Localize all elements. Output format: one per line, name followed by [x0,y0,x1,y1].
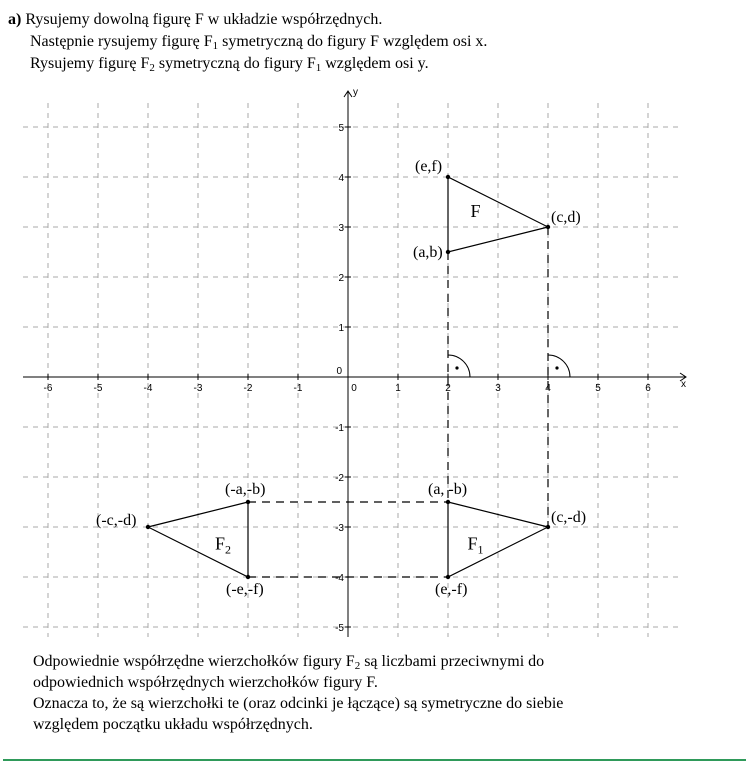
y-tick-label: -4 [335,573,344,584]
tick-labels [44,87,686,634]
origin-label: 0 [336,366,342,377]
right-angle-dot [455,366,458,369]
y-tick-label: -1 [335,423,344,434]
vertex-label: (c,-d) [551,509,587,526]
guide-lines [248,227,570,577]
footer-divider [3,759,746,761]
x-tick-label: 4 [545,383,551,394]
vertex-label: (-e,-f) [226,581,264,598]
intro-text-2a: Następnie rysujemy figurę F [30,33,213,50]
vertex-label: (a, -b) [428,481,468,498]
right-angle-dot [555,366,558,369]
y-tick-label: 2 [338,273,344,284]
vertex-label: (a,b) [413,244,443,261]
intro-text-3b: symetryczną do figury F [154,55,316,72]
conclusion-line-4: względem początku układu współrzędnych. [33,716,313,733]
right-angle-mark [548,355,570,377]
x-tick-label: 1 [395,383,401,394]
figure-label-sub: 2 [225,542,232,557]
figure-label-F: F [470,201,481,221]
conclusion-line-1 [33,651,563,672]
x-tick-label: -5 [93,383,103,394]
vertex-label: (e,f) [415,158,443,175]
axes [23,91,686,637]
conclusion-text [33,651,563,735]
intro-text-2b: symetryczną do figury F względem osi x. [218,33,488,50]
x-tick-label: 3 [495,383,501,394]
x-tick-label: 2 [445,383,451,394]
intro-text-3c: względem osi y. [321,55,429,72]
y-tick-label: -5 [335,623,344,634]
x-tick-label: -3 [193,383,203,394]
vertex-label: (c,d) [551,209,581,226]
x-tick-label: -6 [43,383,53,394]
conclusion-line-3: Oznacza to, że są wierzchołki te (oraz odcinki je łączące) są symetryczne do siebie [33,695,564,712]
x-tick-label-zero: 0 [351,383,357,394]
x-axis-label: x [681,379,686,390]
grid [23,103,678,637]
conclusion-line-2: odpowiednich współrzędnych wierzchołków figury F. [33,674,378,691]
y-tick-label: -2 [335,473,344,484]
intro-sub-2: 1 [212,40,219,52]
conclusion-text-1b: są liczbami przeciwnymi do [360,653,545,670]
x-tick-label: -4 [143,383,153,394]
part-label: a) [8,11,22,28]
vertex-point [246,575,250,579]
y-tick-label: 4 [338,173,344,184]
vertex-point [546,525,550,529]
y-axis-label: y [353,87,358,98]
intro-sub-3a: 2 [149,62,155,74]
figure-label-F1: $F_1$ [467,533,484,557]
vertex-point [446,500,450,504]
vertex-point [446,250,450,254]
intro-text-3a: Rysujemy figurę F [30,55,150,72]
figure-label-sub: 1 [477,542,484,557]
y-tick-label: 1 [338,323,344,334]
vertex-point [246,500,250,504]
intro-text-1: Rysujemy dowolną figurę F w układzie współrzędnych. [25,11,383,28]
vertex-point [446,575,450,579]
x-tick-label: 6 [645,383,651,394]
x-tick-label: 5 [595,383,601,394]
y-tick-label: -3 [335,523,344,534]
y-tick-label: 5 [338,123,344,134]
vertex-point [546,225,550,229]
vertex-label: (e,-f) [435,581,468,598]
vertex-label: (-c,-d) [96,512,137,529]
conclusion-sub-1: 2 [354,660,361,672]
conclusion-text-1a: Odpowiednie współrzędne wierzchołków figury F [33,653,355,670]
vertex-point [446,175,450,179]
right-angle-mark [448,355,470,377]
y-tick-label: 3 [338,223,344,234]
intro-sub-3b: 1 [315,62,322,74]
vertex-point [146,525,150,529]
vertex-label: (-a,-b) [225,481,266,498]
x-tick-label: -1 [293,383,303,394]
x-tick-label: -2 [243,383,253,394]
figure-label-F2: $F_2$ [214,533,232,557]
